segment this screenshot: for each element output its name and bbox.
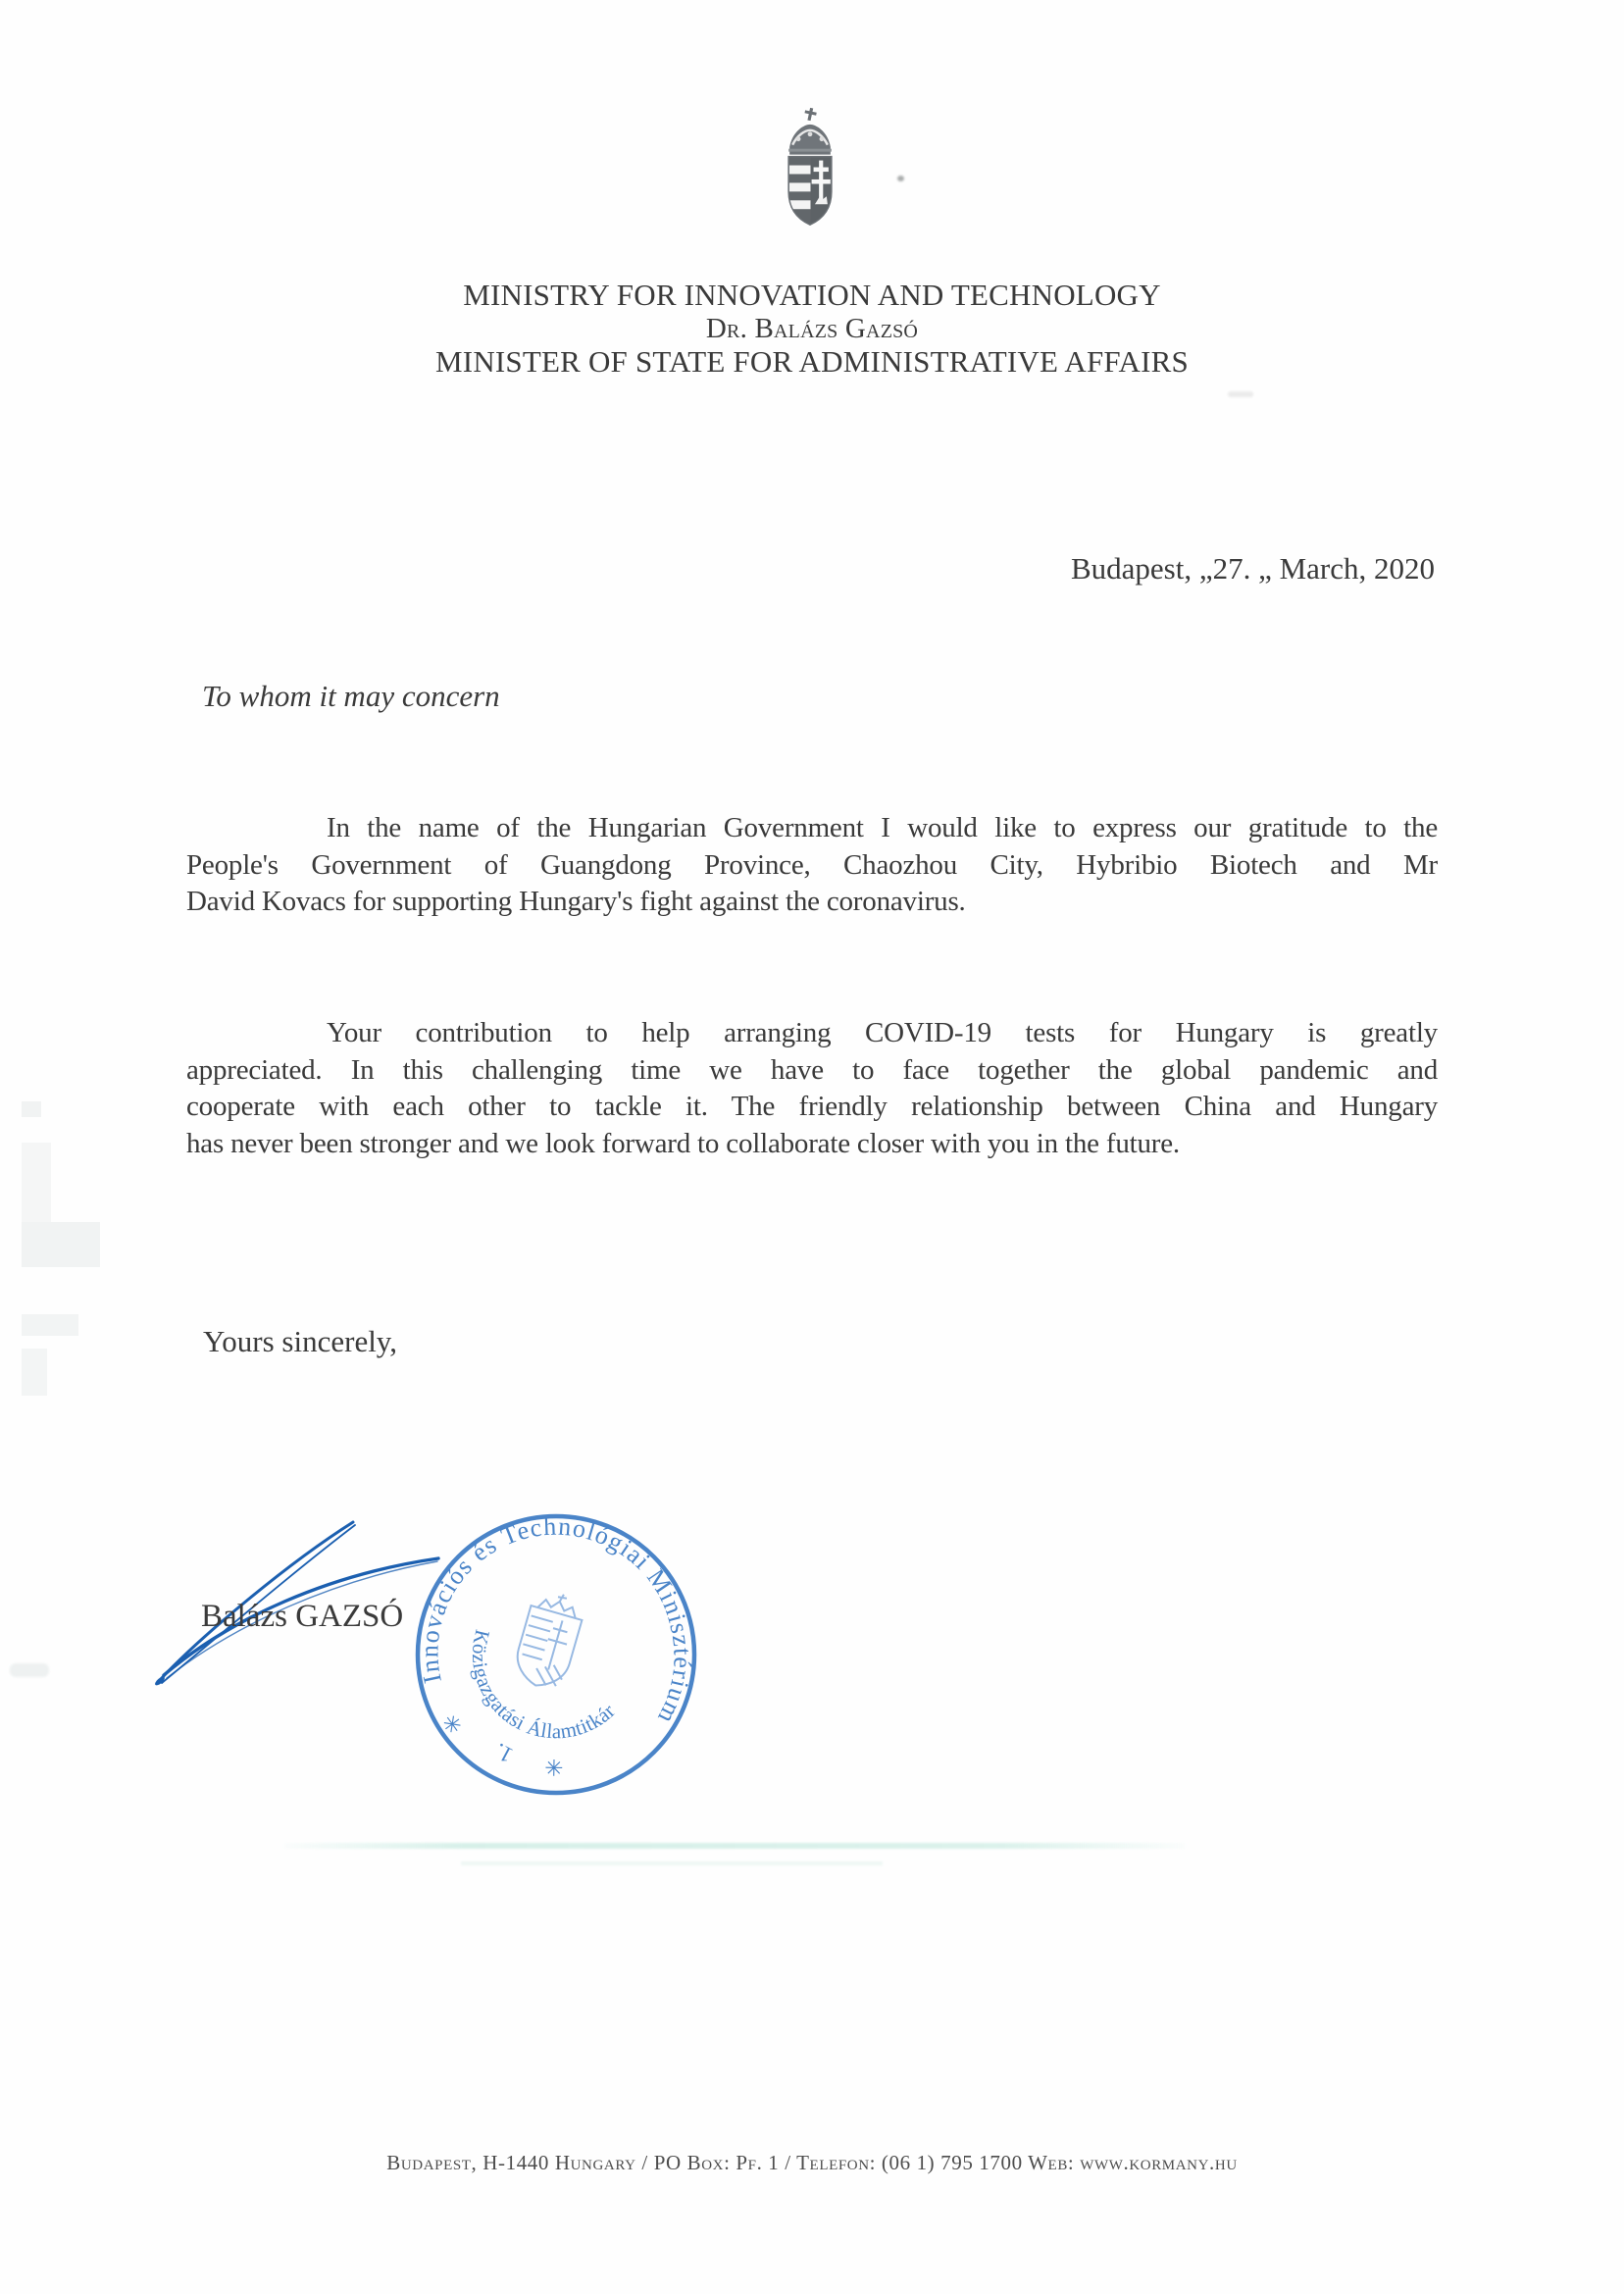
ministry-stamp bbox=[399, 1498, 713, 1811]
stamp-star-right: ✳ bbox=[544, 1754, 564, 1780]
closing: Yours sincerely, bbox=[203, 1324, 398, 1358]
letterhead bbox=[0, 279, 1624, 379]
svg-text:Innovációs és Technológiai Min bbox=[415, 1512, 696, 1729]
scan-speck-artifact bbox=[897, 176, 904, 181]
official-name: Dr. Balázs Gazsó bbox=[705, 313, 919, 344]
scan-dash-artifact bbox=[1228, 391, 1253, 397]
stamp-coat-of-arms-sketch bbox=[510, 1587, 587, 1693]
hungary-coat-of-arms-icon bbox=[776, 106, 844, 237]
signer-name: Balázs GAZSÓ bbox=[201, 1599, 404, 1634]
scan-streak-artifact bbox=[461, 1861, 883, 1865]
paragraph-line: People's Government of Guangdong Province, Chaozhou City, Hybribio Biotech and Mr bbox=[186, 848, 1438, 881]
official-title: MINISTER OF STATE FOR ADMINISTRATIVE AFFAIRS bbox=[435, 344, 1189, 379]
footer-contact-line: Budapest, H-1440 Hungary / PO Box: Pf. 1 / Telefon: (06 1) 795 1700 Web: www.kormany.hu bbox=[386, 2151, 1238, 2174]
stamp-number: 1. bbox=[489, 1738, 517, 1768]
ministry-name: MINISTRY FOR INNOVATION AND TECHNOLOGY bbox=[463, 278, 1161, 312]
paragraph-line: appreciated. In this challenging time we have to face together the global pandemic and bbox=[186, 1053, 1438, 1086]
paragraph-line: Your contribution to help arranging COVID-19 tests for Hungary is greatly bbox=[327, 1017, 1438, 1048]
scan-streak-artifact bbox=[284, 1843, 1185, 1849]
paragraph-line: In the name of the Hungarian Government I would like to express our gratitude to the bbox=[327, 812, 1438, 843]
paragraph-line: David Kovacs for supporting Hungary's fight against the coronavirus. bbox=[186, 886, 966, 917]
paragraph-line: cooperate with each other to tackle it. The friendly relationship between China and Hungary bbox=[186, 1091, 1438, 1122]
paragraph-line: has never been stronger and we look forward to collaborate closer with you in the future. bbox=[186, 1127, 1180, 1159]
body-paragraph-1 bbox=[186, 810, 1438, 921]
stamp-inner-text: Közigazgatási Államtitkár bbox=[467, 1627, 620, 1744]
salutation: To whom it may concern bbox=[202, 679, 500, 713]
scan-smudge-artifact bbox=[22, 1349, 47, 1396]
scan-smudge-artifact bbox=[22, 1222, 100, 1267]
scan-smudge-artifact bbox=[22, 1143, 51, 1258]
date-line: Budapest, „27. „ March, 2020 bbox=[1070, 551, 1435, 586]
body-paragraph-2 bbox=[186, 1015, 1438, 1162]
scan-smudge-artifact bbox=[22, 1314, 78, 1336]
scan-smudge-artifact bbox=[22, 1101, 41, 1117]
stamp-outer-text: Innovációs és Technológiai Minisztérium bbox=[415, 1511, 697, 1729]
stamp-star-left: ✳ bbox=[437, 1708, 469, 1739]
scan-smudge-artifact bbox=[10, 1663, 49, 1677]
